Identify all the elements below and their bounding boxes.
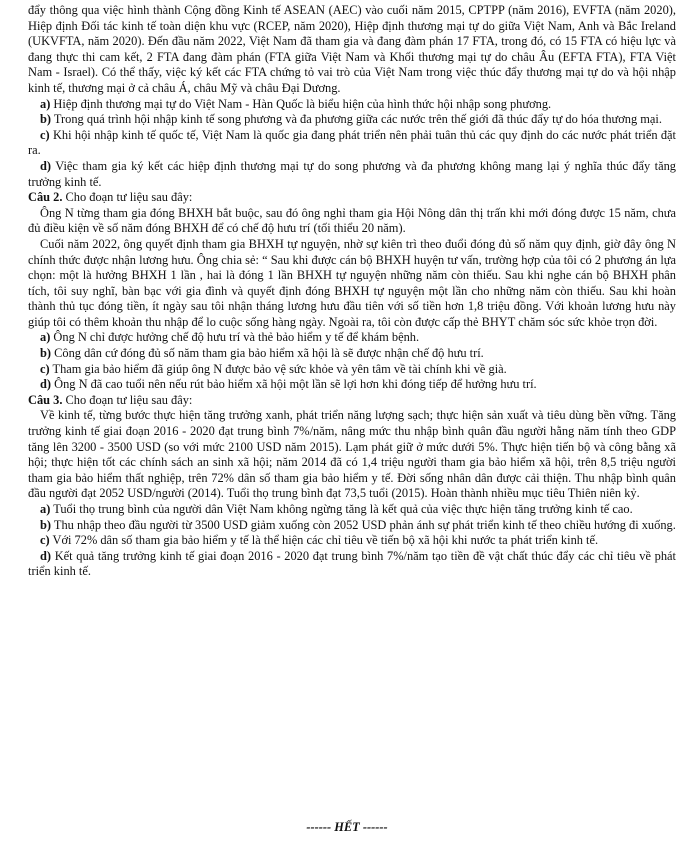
question-3-heading xyxy=(28,393,676,409)
question-lead: Cho đoạn tư liệu sau đây: xyxy=(62,190,193,205)
option-text: Tham gia bảo hiểm đã giúp ông N được bảo vệ sức khỏe và yên tâm về tài chính khi về già. xyxy=(49,361,507,376)
q1-option-a xyxy=(28,97,676,113)
option-letter: c) xyxy=(40,361,50,376)
option-text: Tuổi thọ trung bình của người dân Việt Nam không ngừng tăng là kết quả của việc thực hiện tăng trưởng kinh tế cao. xyxy=(50,502,633,516)
question-label: Câu 3. xyxy=(28,392,63,407)
option-text: Hiệp định thương mại tự do Việt Nam - Hàn Quốc là biểu hiện của hình thức hội nhập song phương. xyxy=(50,96,552,111)
option-letter: b) xyxy=(40,346,52,361)
q2-passage-paragraph: Cuối năm 2022, ông quyết định tham gia BHXH tự nguyện, nhờ sự kiên trì theo đuổi đóng đủ số năm quy định, giờ đây ông N chính thức được nhận lương hưu. Ông chia sẻ: “ Sau khi được cán bộ BHXH huyện tư vấn, trường hợp của tôi có 2 phương án lựa chọn: một là hưởng BHXH 1 lần , hai là đóng 1 lần BHXH tự nguyện những năm còn thiếu. Sau khi nghe cán bộ BHXH phân tích, tôi suy nghĩ, bàn bạc với gia đình và quyết định đóng BHXH tự nguyện một lần cho những năm còn thiếu. Sau khi hoàn thành thủ tục đóng tiền, ít ngày sau tôi nhận tháng lương hưu đầu tiên với số tiền hơn 1,8 triệu đồng. Với khoản lương hưu này giúp tôi có thêm khoản thu nhập để lo cuộc sống hàng ngày. Ngoài ra, tôi còn được cấp thẻ BHYT chăm sóc sức khỏe trọn đời. xyxy=(28,236,676,329)
q2-option-d xyxy=(28,377,676,393)
q1-option-d xyxy=(28,159,676,190)
end-of-exam-marker: ------ HẾT ------ xyxy=(306,820,388,834)
q2-option-c xyxy=(28,362,676,378)
option-letter: d) xyxy=(40,377,52,392)
q3-passage-paragraph: Về kinh tế, từng bước thực hiện tăng trưởng xanh, phát triển năng lượng sạch; thực hiện sản xuất và tiêu dùng bền vững. Tăng trưởng kinh tế giai đoạn 2016 - 2020 đạt trung bình 7%/năm, nâng mức thu nhập bình quân đầu người hằng năm tính theo GDP tăng lên 3200 - 3500 USD (so với mức 2100 USD năm 2015). Lạm phát giữ ở mức dưới 5%. Thực hiện tiến bộ và công bằng xã hội; thực hiện tốt các chính sách an sinh xã hội; năm 2014 đã có 1,4 triệu người tham gia bảo hiểm xã hội, trên 8,5 triệu người tham gia bảo hiểm thất nghiệp, trên 72% dân số tham gia bảo hiểm y tế. Đời sống nhân dân được cải thiện. Thu nhập bình quân đầu người đạt 2052 USD/người (2014). Tuổi thọ trung bình đạt 73,5 tuổi (2015). Hoàn thành nhiều mục tiêu Thiên niên kỷ. xyxy=(28,408,676,501)
option-text: Với 72% dân số tham gia bảo hiểm y tế là thể hiện các chỉ tiêu về tiến bộ xã hội khi nước ta phát triển kinh tế. xyxy=(49,533,599,548)
option-text: Việc tham gia ký kết các hiệp định thương mại tự do song phương và đa phương không mang lại ý nghĩa thúc đẩy tăng trưởng kinh tế. xyxy=(28,158,676,189)
option-letter: c) xyxy=(40,127,50,142)
q2-passage-paragraph: Ông N từng tham gia đóng BHXH bắt buộc, sau đó ông nghỉ tham gia Hội Nông dân thị trấn khi mới đóng được 15 năm, chưa đủ điều kiện về số năm đóng BHXH để có chế độ hưu trí (tối thiểu 20 năm). xyxy=(28,205,676,236)
option-text: Kết quả tăng trưởng kinh tế giai đoạn 2016 - 2020 đạt trung bình 7%/năm tạo tiền đề vật chất thúc đẩy các chỉ tiêu về phát triển kinh tế. xyxy=(28,548,676,579)
option-letter: d) xyxy=(40,548,52,563)
q2-option-b xyxy=(28,346,676,362)
question-label: Câu 2. xyxy=(28,190,63,205)
q3-option-a xyxy=(28,502,676,518)
q3-option-c xyxy=(28,533,676,549)
option-letter: b) xyxy=(40,112,52,127)
option-letter: d) xyxy=(40,158,52,173)
question-2-heading xyxy=(28,190,676,206)
option-letter: c) xyxy=(40,533,50,548)
q2-option-a xyxy=(28,330,676,346)
q1-option-c xyxy=(28,128,676,159)
q3-option-d xyxy=(28,549,676,580)
option-letter: a) xyxy=(40,502,51,516)
option-text: Trong quá trình hội nhập kinh tế song phương và đa phương giữa các nước trên thế giới đã thúc đẩy tự do hóa thương mại. xyxy=(51,112,662,127)
option-letter: a) xyxy=(40,330,51,345)
q1-option-b xyxy=(28,112,676,128)
option-text: Ông N chỉ được hưởng chế độ hưu trí và thẻ bảo hiểm y tế để khám bệnh. xyxy=(50,330,420,345)
option-text: Ông N đã cao tuổi nên nếu rút bảo hiểm xã hội một lần sẽ lợi hơn khi đóng tiếp để hưởng hưu trí. xyxy=(51,377,537,392)
option-text: Công dân cứ đóng đủ số năm tham gia bảo hiểm xã hội là sẽ được nhận chế độ hưu trí. xyxy=(51,346,484,361)
option-letter: a) xyxy=(40,96,51,111)
option-text: Khi hội nhập kinh tế quốc tế, Việt Nam là quốc gia đang phát triển nên phải tuân thủ các quy định do các nước phát triển đặt ra. xyxy=(28,127,676,158)
question-1-passage-tail: đẩy thông qua việc hình thành Cộng đồng Kinh tế ASEAN (AEC) vào cuối năm 2015, CPTPP (năm 2016), EVFTA (năm 2020), Hiệp định Đối tác kinh tế toàn diện khu vực (RCEP, năm 2020), Hiệp định thương mại tự do giữa Việt Nam, Anh và Bắc Ireland (UKVFTA, năm 2020). Đến đầu năm 2022, Việt Nam đã tham gia và đang đàm phán 17 FTA, trong đó, có 15 FTA có hiệu lực và đang thực thi cam kết, 2 FTA đang đàm phán (FTA giữa Việt Nam và Khối thương mại tự do châu Âu (EFTA FTA), FTA Việt Nam - Israel). Có thể thấy, việc ký kết các FTA chứng tỏ vai trò của Việt Nam trong việc thúc đẩy thương mại tự do và hội nhập kinh tế, thương mại ở cả châu Á, châu Mỹ và châu Đại Dương. xyxy=(28,3,676,95)
q3-option-b xyxy=(28,518,676,534)
question-lead: Cho đoạn tư liệu sau đây: xyxy=(62,392,193,407)
option-text: Thu nhập theo đầu người từ 3500 USD giảm xuống còn 2052 USD phản ánh sự phát triển kinh tế theo chiều hướng đi xuống. xyxy=(51,517,676,532)
option-letter: b) xyxy=(40,517,52,532)
